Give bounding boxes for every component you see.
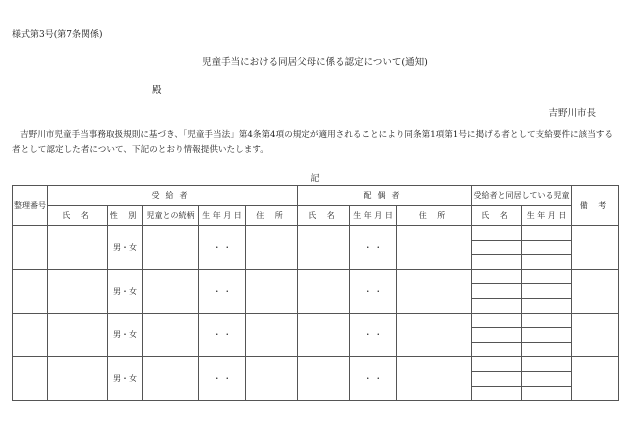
child-name-cell[interactable] [472, 371, 522, 386]
sex-cell[interactable]: 男・女 [108, 313, 143, 357]
child-dob-cell[interactable] [522, 328, 572, 343]
spouse-name-cell[interactable] [298, 313, 350, 357]
recipient-address-cell[interactable] [246, 226, 298, 270]
child-dob-cell[interactable] [522, 226, 572, 241]
sex-cell[interactable]: 男・女 [108, 226, 143, 270]
info-table [12, 185, 619, 401]
col-spouse-name: 氏 名 [298, 206, 350, 226]
child-name-cell[interactable] [472, 226, 522, 241]
child-name-cell[interactable] [472, 255, 522, 270]
spouse-dob-cell[interactable]: ・ ・ [350, 269, 397, 313]
remarks-cell[interactable] [572, 226, 619, 270]
reg-no-header: 整理番号 [13, 186, 48, 226]
recipient-dob-cell[interactable]: ・ ・ [199, 269, 246, 313]
recipient-group-header: 受給者 [48, 186, 298, 206]
body-paragraph: 吉野川市児童手当事務取扱規則に基づき、「児童手当法」第4条第4項の規定が適用されることにより同条第1項第1号に掲げる者として支給要件に該当する者として認定した者について、下記のとおり情報提供いたします。 [12, 130, 614, 155]
recipient-name-cell[interactable] [48, 226, 108, 270]
child-name-cell[interactable] [472, 328, 522, 343]
child-dob-cell[interactable] [522, 342, 572, 357]
child-dob-cell[interactable] [522, 240, 572, 255]
recipient-address-cell[interactable] [246, 357, 298, 401]
document-title: 児童手当における同居父母に係る認定について(通知) [202, 57, 428, 68]
recipient-dob-cell[interactable]: ・ ・ [199, 313, 246, 357]
spouse-dob-cell[interactable]: ・ ・ [350, 357, 397, 401]
spouse-address-cell[interactable] [397, 313, 472, 357]
relation-cell[interactable] [143, 313, 199, 357]
remarks-cell[interactable] [572, 357, 619, 401]
child-dob-cell[interactable] [522, 371, 572, 386]
col-child-dob: 生 年 月 日 [522, 206, 572, 226]
spouse-dob-cell[interactable]: ・ ・ [350, 226, 397, 270]
col-spouse-address: 住 所 [397, 206, 472, 226]
child-name-cell[interactable] [472, 357, 522, 372]
child-name-cell[interactable] [472, 342, 522, 357]
child-dob-cell[interactable] [522, 386, 572, 401]
remarks-header: 備 考 [572, 186, 619, 226]
child-name-cell[interactable] [472, 240, 522, 255]
child-name-cell[interactable] [472, 313, 522, 328]
col-relation: 児童との続柄 [143, 206, 199, 226]
col-spouse-dob: 生 年 月 日 [350, 206, 397, 226]
spouse-name-cell[interactable] [298, 269, 350, 313]
remarks-cell[interactable] [572, 313, 619, 357]
children-group-header: 受給者と同居している児童 [472, 186, 572, 206]
child-name-cell[interactable] [472, 298, 522, 313]
recipient-address-cell[interactable] [246, 313, 298, 357]
col-child-name: 氏 名 [472, 206, 522, 226]
child-dob-cell[interactable] [522, 284, 572, 299]
addressee-suffix: 殿 [152, 85, 162, 96]
col-recipient-address: 住 所 [246, 206, 298, 226]
reg-no-cell[interactable] [13, 226, 48, 270]
spouse-address-cell[interactable] [397, 357, 472, 401]
reg-no-cell[interactable] [13, 357, 48, 401]
child-name-cell[interactable] [472, 284, 522, 299]
relation-cell[interactable] [143, 269, 199, 313]
form-number: 様式第3号(第7条関係) [12, 30, 103, 40]
remarks-cell[interactable] [572, 269, 619, 313]
reg-no-cell[interactable] [13, 269, 48, 313]
child-name-cell[interactable] [472, 386, 522, 401]
sex-cell[interactable]: 男・女 [108, 357, 143, 401]
ki-heading: 記 [310, 174, 320, 184]
child-dob-cell[interactable] [522, 313, 572, 328]
recipient-name-cell[interactable] [48, 313, 108, 357]
col-recipient-name: 氏 名 [48, 206, 108, 226]
recipient-name-cell[interactable] [48, 357, 108, 401]
spouse-name-cell[interactable] [298, 226, 350, 270]
recipient-name-cell[interactable] [48, 269, 108, 313]
spouse-group-header: 配偶者 [298, 186, 472, 206]
child-dob-cell[interactable] [522, 269, 572, 284]
sex-cell[interactable]: 男・女 [108, 269, 143, 313]
relation-cell[interactable] [143, 226, 199, 270]
relation-cell[interactable] [143, 357, 199, 401]
spouse-dob-cell[interactable]: ・ ・ [350, 313, 397, 357]
recipient-address-cell[interactable] [246, 269, 298, 313]
reg-no-cell[interactable] [13, 313, 48, 357]
recipient-dob-cell[interactable]: ・ ・ [199, 226, 246, 270]
child-name-cell[interactable] [472, 269, 522, 284]
child-dob-cell[interactable] [522, 298, 572, 313]
child-dob-cell[interactable] [522, 357, 572, 372]
recipient-dob-cell[interactable]: ・ ・ [199, 357, 246, 401]
spouse-address-cell[interactable] [397, 226, 472, 270]
child-dob-cell[interactable] [522, 255, 572, 270]
spouse-name-cell[interactable] [298, 357, 350, 401]
col-sex: 性 別 [108, 206, 143, 226]
sender-name: 吉野川市長 [548, 108, 596, 119]
col-recipient-dob: 生 年 月 日 [199, 206, 246, 226]
spouse-address-cell[interactable] [397, 269, 472, 313]
